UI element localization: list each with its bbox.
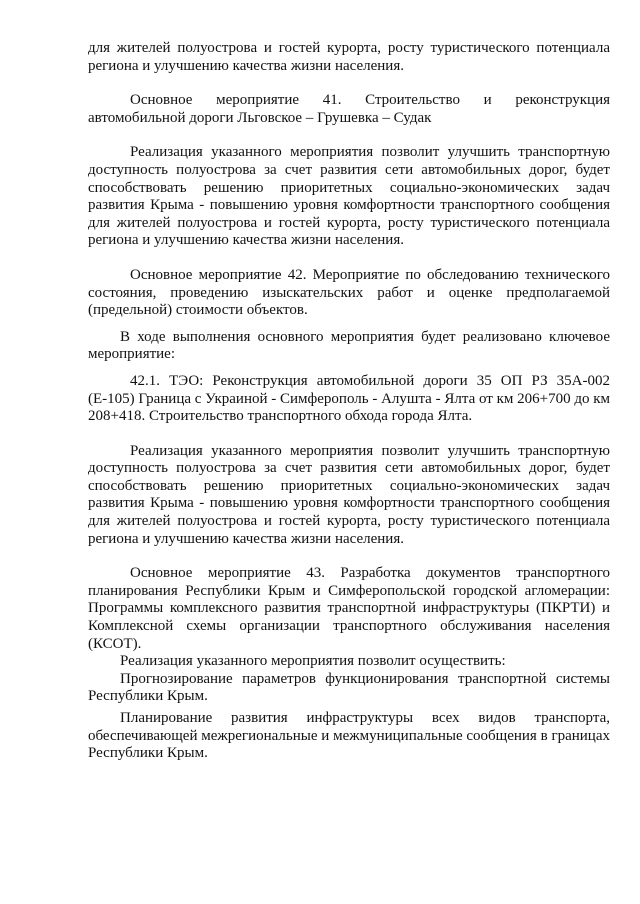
paragraph-measure-41-heading: Основное мероприятие 41. Строительство и реконструкция автомобильной дороги Льговское – Грушевка – Судак: [88, 92, 610, 126]
paragraph-forecasting: Прогнозирование параметров функционирования транспортной системы Республики Крым.: [88, 670, 610, 705]
paragraph-measure-43-heading: Основное мероприятие 43. Разработка документов транспортного планирования Республики Крым и Симферопольской городской агломерации: Программы комплексного развития транспортной инфраструктуры (ПКРТИ) и Комплексной схемы организации транспортного обслуживания населения (КСОТ).: [88, 565, 610, 652]
paragraph-measure-42-description: Реализация указанного мероприятия позволит улучшить транспортную доступность полуострова за счет развития сети автомобильных дорог, будет способствовать решению приоритетных социально-экономических задач развития Крыма - повышению уровня комфортности транспортного сообщения для жителей полуострова и гостей курорта, росту туристического потенциала региона и улучшению качества жизни населения.: [88, 442, 610, 547]
paragraph-measure-41-description: Реализация указанного мероприятия позволит улучшить транспортную доступность полуострова за счет развития сети автомобильных дорог, будет способствовать решению приоритетных социально-экономических задач развития Крыма - повышению уровня комфортности транспортного сообщения для жителей полуострова и гостей курорта, росту туристического потенциала региона и улучшению качества жизни населения.: [88, 144, 610, 249]
paragraph-continuation: для жителей полуострова и гостей курорта, росту туристического потенциала региона и улучшению качества жизни населения.: [88, 40, 610, 74]
paragraph-key-measure-intro: В ходе выполнения основного мероприятия будет реализовано ключевое мероприятие:: [88, 328, 610, 363]
paragraph-measure-42-heading: Основное мероприятие 42. Мероприятие по обследованию технического состояния, проведению изыскательских работ и оценке предполагаемой (предельной) стоимости объектов.: [88, 266, 610, 319]
paragraph-planning: Планирование развития инфраструктуры всех видов транспорта, обеспечивающей межрегиональные и межмуниципальные сообщения в границах Республики Крым.: [88, 710, 610, 762]
paragraph-measure-43-intro: Реализация указанного мероприятия позволит осуществить:: [120, 653, 506, 670]
paragraph-key-measure-42-1: 42.1. ТЭО: Реконструкция автомобильной дороги 35 ОП РЗ 35А-002 (Е-105) Граница с Украиной - Симферополь - Алушта - Ялта от км 206+700 до км 208+418. Строительство транспортного обхода города Ялта.: [88, 372, 610, 425]
document-page: [88, 40, 610, 763]
